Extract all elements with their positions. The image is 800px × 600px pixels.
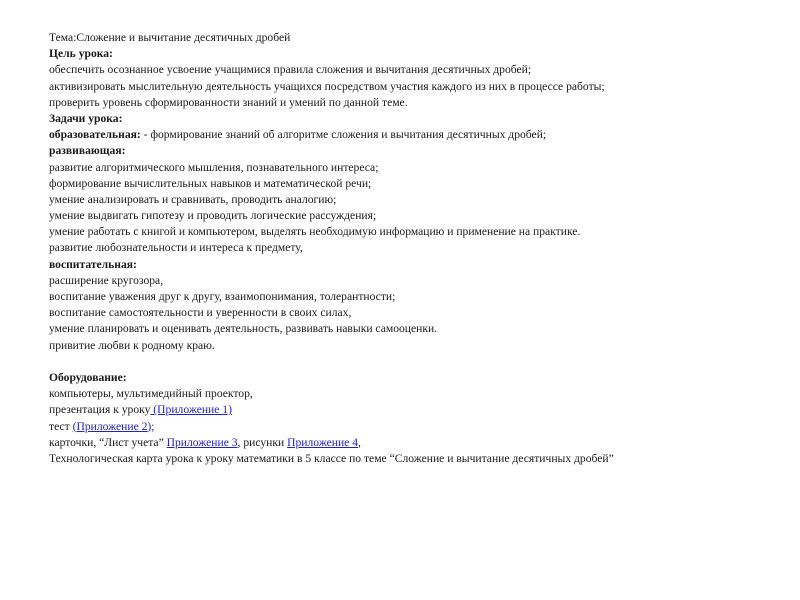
- topic-line: Тема:Сложение и вычитание десятичных дробей: [49, 31, 291, 44]
- equipment-test: [49, 419, 789, 435]
- goal-heading: [49, 46, 789, 62]
- lesson-plan-document: [49, 30, 789, 467]
- developing-item: формирование вычислительных навыков и математической речи;: [49, 176, 372, 190]
- upbringing-item: привитие любви к родному краю.: [49, 338, 215, 352]
- upbringing-heading: [49, 257, 789, 273]
- appendix-1-link[interactable]: (Приложение 1): [150, 403, 232, 417]
- upbringing-label: воспитательная:: [49, 257, 137, 271]
- developing-item: умение выдвигать гипотезу и проводить логические рассуждения;: [49, 209, 377, 223]
- equipment-presentation: [49, 402, 789, 418]
- goal-item: активизировать мыслительную деятельность учащихся посредством участия каждого из них в процессе работы;: [49, 79, 605, 93]
- equipment-heading: [49, 370, 789, 386]
- developing-item: развитие алгоритмического мышления, познавательного интереса;: [49, 160, 379, 174]
- drawings-text: , рисунки: [237, 435, 288, 449]
- goal-item: обеспечить осознанное усвоение учащимися правила сложения и вычитания десятичных дробей;: [49, 63, 532, 77]
- test-text: тест: [49, 419, 73, 433]
- educational-label: образовательная:: [49, 128, 141, 142]
- upbringing-item: умение планировать и оценивать деятельность, развивать навыки самооценки.: [49, 322, 438, 336]
- developing-item: умение работать с книгой и компьютером, выделять необходимую информацию и применение на практике.: [49, 225, 581, 239]
- developing-label: развивающая:: [49, 144, 126, 158]
- upbringing-item: расширение кругозора,: [49, 273, 164, 287]
- upbringing-item: воспитание уважения друг к другу, взаимопонимания, толерантности;: [49, 290, 396, 303]
- educational-text: - формирование знаний об алгоритме сложения и вычитания десятичных дробей;: [140, 128, 547, 142]
- spacer: [49, 354, 789, 370]
- cards-text: карточки, “Лист учета”: [49, 435, 167, 449]
- appendix-3-link[interactable]: Приложение 3: [166, 435, 238, 449]
- educational-task: [49, 127, 789, 143]
- tasks-heading: [49, 111, 789, 127]
- presentation-text: презентация к уроку: [49, 403, 151, 417]
- appendix-2-link[interactable]: (Приложение 2);: [72, 419, 155, 433]
- goal-heading-text: Цель урока:: [49, 47, 113, 61]
- developing-item: умение анализировать и сравнивать, проводить аналогию;: [49, 192, 337, 206]
- drawings-end: ,: [358, 435, 361, 449]
- upbringing-item: воспитание самостоятельности и уверенности в своих силах,: [49, 306, 352, 320]
- appendix-4-link[interactable]: Приложение 4: [287, 435, 358, 449]
- developing-heading: [49, 143, 789, 159]
- equipment-cards: [49, 435, 789, 451]
- developing-item: развитие любознательности и интереса к предмету,: [49, 241, 303, 255]
- goal-item: проверить уровень сформированности знаний и умений по данной теме.: [49, 95, 408, 109]
- equipment-heading-text: Оборудование:: [49, 370, 127, 384]
- equipment-computers: компьютеры, мультимедийный проектор,: [49, 387, 253, 401]
- tasks-heading-text: Задачи урока:: [49, 111, 123, 125]
- tech-map-line: Технологическая карта урока к уроку математики в 5 классе по теме “Сложение и вычитание десятичных дробей”: [49, 451, 614, 465]
